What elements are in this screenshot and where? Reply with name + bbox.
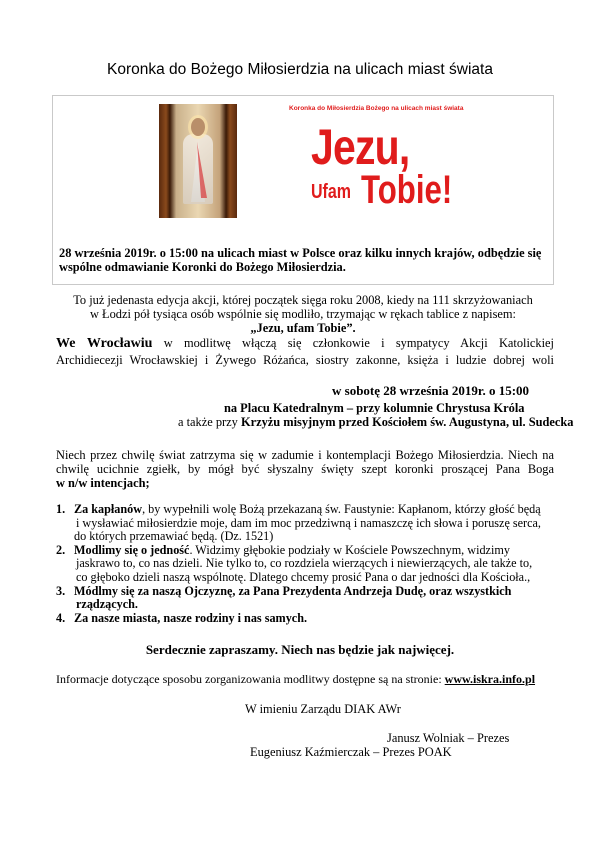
- invitation: Serdecznie zapraszamy. Niech nas będzie jak najwięcej.: [145, 642, 455, 657]
- intention-item-2: [56, 544, 556, 585]
- wroclaw-line-1: [56, 336, 554, 351]
- event-date: w sobotę 28 września 2019r. o 15:00: [332, 383, 530, 398]
- intention-text: jaskrawo to, co nas dzieli. Nie tylko to, co rozdziela wierzących i niewierzących, ale także to,: [76, 556, 533, 571]
- event-also-place: Krzyżu misyjnym przed Kościołem św. Augustyna, ul. Sudecka: [240, 415, 574, 429]
- event-also-prefix: a także przy: [178, 415, 241, 429]
- intention-lead: Modlimy się o jedność: [74, 542, 190, 557]
- intention-number: 3.: [56, 583, 66, 598]
- intention-item-1: [56, 503, 556, 544]
- divine-mercy-image: [159, 104, 237, 218]
- banner-tobie: Tobie!: [361, 168, 453, 212]
- pause-line-1: Niech przez chwilę świat zatrzyma się w zadumie i kontemplacji Bożego Miłosierdzia. Niech na: [56, 448, 554, 462]
- info-text: Informacje dotyczące sposobu zorganizowania modlitwy dostępne są na stronie:: [56, 672, 445, 686]
- intention-lead: rządzących.: [76, 597, 138, 612]
- intention-item-4: [56, 612, 556, 626]
- intention-text: co głęboko dzieli naszą wspólnotę. Dlatego chcemy prosić Pana o dar jedności dla Kościoła.,: [76, 569, 531, 584]
- intro-motto: „Jezu, ufam Tobie”.: [250, 321, 356, 335]
- intention-text: . Widzimy głębokie podziały w Kościele Powszechnym, widzimy: [189, 542, 510, 557]
- wroclaw-line-1-rest: w modlitwę włączą się członkowie i sympatycy Akcji Katolickiej: [152, 336, 554, 350]
- intro-line-2: w Łodzi pół tysiąca osób wspólnie się modliło, trzymając w rękach tablice z napisem:: [90, 307, 516, 321]
- website-link[interactable]: www.iskra.info.pl: [444, 672, 536, 686]
- intention-lead: Za nasze miasta, nasze rodziny i nas samych.: [74, 610, 308, 625]
- banner-small-caption: Koronka do Miłosierdzia Bożego na ulicach miast świata: [289, 105, 464, 112]
- intention-text: , by wypełnili wolę Bożą przekazaną św. Faustynie: Kapłanom, którzy głość będą: [142, 502, 541, 516]
- intro-line-1: To już jedenasta edycja akcji, której początek sięga roku 2008, kiedy na 111 skrzyżowaniach: [73, 293, 533, 307]
- wroclaw-lead: We Wrocławiu: [56, 336, 153, 351]
- pause-line-3: w n/w intencjach;: [56, 476, 150, 490]
- intention-number: 1.: [56, 502, 66, 516]
- wroclaw-line-2: Archidiecezji Wrocławskiej i Żywego Różańca, siostry zakonne, księża i ludzie dobrej woli: [56, 353, 554, 367]
- intention-lead: Za kapłanów: [74, 502, 143, 516]
- banner-jezu: Jezu,: [311, 119, 410, 175]
- banner-ufam: Ufam: [311, 181, 352, 203]
- banner: [52, 95, 554, 285]
- page-title: Koronka do Bożego Miłosierdzia na ulicach miast świata: [107, 61, 493, 78]
- intention-number: 4.: [56, 610, 66, 625]
- intention-number: 2.: [56, 542, 66, 557]
- pause-line-2: chwilę ucichnie zgiełk, by mógł być słyszalny święty szept koronki proszącej Pana Boga: [56, 462, 554, 476]
- intention-item-3: [56, 585, 556, 612]
- info-line: [56, 672, 556, 687]
- intention-text: i wysławiać miłosierdzie moje, dam im moc przedziwną i namaszczę ich słowa i poruszę serca,: [76, 515, 541, 530]
- intentions-list: [56, 503, 556, 625]
- banner-announcement: 28 września 2019r. o 15:00 na ulicach miast w Polsce oraz kilku innych krajów, odbędzie się wspólne odmawianie Koronki do Bożego Miłosierdzia.: [59, 246, 542, 274]
- event-also: [178, 415, 573, 429]
- event-place: na Placu Katedralnym – przy kolumnie Chrystusa Króla: [224, 401, 525, 415]
- signature-name-2: Eugeniusz Kaźmierczak – Prezes POAK: [250, 745, 452, 759]
- intention-text: do których przemawiać będą. (Dz. 1521): [74, 529, 274, 544]
- intention-lead: Módlmy się za naszą Ojczyznę, za Pana Prezydenta Andrzeja Dudę, oraz wszystkich: [74, 583, 512, 598]
- signature-on-behalf: W imieniu Zarządu DIAK AWr: [245, 702, 401, 716]
- signature-name-1: Janusz Wolniak – Prezes: [387, 731, 510, 745]
